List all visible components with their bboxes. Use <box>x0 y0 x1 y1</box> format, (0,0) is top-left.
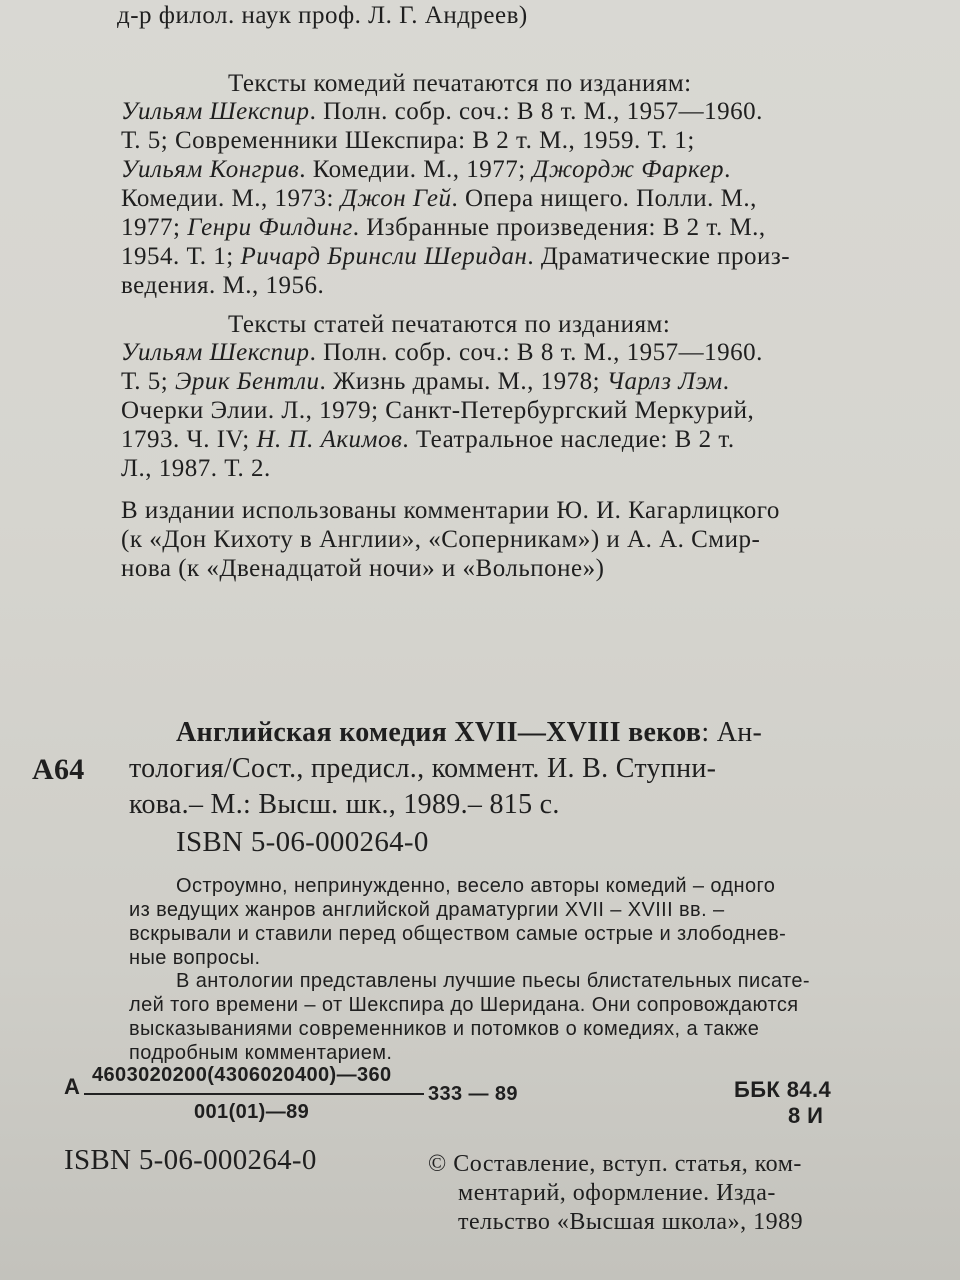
catalog-title-line <box>176 717 762 749</box>
articles-line <box>121 455 271 483</box>
annotation-line: высказываниями современников и потомков о комедиях, а также <box>129 1018 760 1040</box>
annotation-line: В антологии представлены лучшие пьесы блистательных писате- <box>176 970 810 992</box>
annotation-line: Остроумно, непринужденно, весело авторы комедий – одного <box>176 875 776 897</box>
author-name: Чарлз Лэм <box>606 368 723 395</box>
author-name: Джон Гей <box>340 185 452 212</box>
comedies-line <box>121 127 695 155</box>
citation-text: ведения. М., 1956. <box>121 272 325 299</box>
commentary-note-line: нова (к «Двенадцатой ночи» и «Вольпоне») <box>121 555 605 582</box>
comedies-line <box>121 156 731 184</box>
order-number: 333 — 89 <box>428 1083 518 1105</box>
author-name: Н. П. Акимов <box>256 426 403 453</box>
comedies-line <box>121 98 763 126</box>
comedies-line <box>121 214 766 242</box>
copyright-line: тельство «Высшая школа», 1989 <box>458 1209 804 1235</box>
comedies-line <box>121 272 324 300</box>
citation-text: Комедии. М., 1973: <box>121 185 341 212</box>
footer-isbn: ISBN 5-06-000264-0 <box>64 1144 317 1176</box>
citation-text: . Полн. собр. соч.: В 8 т. М., 1957—1960. <box>309 339 763 366</box>
comedies-sources-heading: Тексты комедий печатаются по изданиям: <box>228 70 692 97</box>
catalog-title-rest: : Ан- <box>701 717 763 748</box>
annotation-line: из ведущих жанров английской драматургии XVII – XVIII вв. – <box>129 899 725 921</box>
classification-denominator: 001(01)—89 <box>194 1101 310 1123</box>
copyright-line: © Составление, вступ. статья, ком- <box>428 1151 802 1177</box>
author-name: Уильям Конгрив <box>121 156 300 183</box>
copyright-line: ментарий, оформление. Изда- <box>458 1180 776 1206</box>
author-name: Джордж Фаркер <box>532 156 725 183</box>
bbk-code-secondary: 8 И <box>788 1103 824 1128</box>
citation-text: 1977; <box>121 214 188 241</box>
catalog-isbn: ISBN 5-06-000264-0 <box>176 826 429 858</box>
comedies-line <box>121 185 757 213</box>
citation-text: Т. 5; <box>121 368 175 395</box>
articles-line <box>121 368 729 396</box>
commentary-note-line: В издании использованы комментарии Ю. И. Кагарлицкого <box>121 497 780 524</box>
articles-line <box>121 426 735 454</box>
annotation-line: лей того времени – от Шекспира до Шеридана. Они сопровождаются <box>129 994 799 1016</box>
annotation-line: ные вопросы. <box>129 947 261 969</box>
comedies-line <box>121 243 790 271</box>
catalog-line-3: кова.– М.: Высш. шк., 1989.– 815 с. <box>129 789 560 820</box>
classification-numerator: 4603020200(4306020400)—360 <box>92 1064 392 1086</box>
author-name: Эрик Бентли <box>174 368 320 395</box>
citation-text: Очерки Элии. Л., 1979; Санкт-Петербургский Меркурий, <box>121 397 755 424</box>
catalog-line-2: тология/Сост., предисл., коммент. И. В. Ступни- <box>129 753 717 784</box>
citation-text: . <box>724 156 731 183</box>
bbk-code: ББК 84.4 <box>734 1077 832 1102</box>
annotation-line: подробным комментарием. <box>129 1042 393 1064</box>
fraction-bar <box>84 1093 424 1095</box>
articles-line <box>121 397 754 425</box>
citation-text: . Жизнь драмы. М., 1978; <box>319 368 607 395</box>
citation-text: . Избранные произведения: В 2 т. М., <box>352 214 766 241</box>
citation-text: 1954. Т. 1; <box>121 243 241 270</box>
catalog-index: А64 <box>32 753 85 786</box>
author-name: Уильям Шекспир <box>121 98 310 125</box>
articles-sources-heading: Тексты статей печатаются по изданиям: <box>228 311 671 338</box>
catalog-title: Английская комедия XVII—XVIII веков <box>176 717 702 748</box>
commentary-note-line: (к «Дон Кихоту в Англии», «Соперникам») и А. А. Смир- <box>121 526 761 553</box>
classification-letter: А <box>64 1074 81 1099</box>
articles-line <box>121 339 763 367</box>
citation-text: . <box>722 368 730 395</box>
citation-text: Л., 1987. Т. 2. <box>121 455 271 482</box>
citation-text: . Опера нищего. Полли. М., <box>451 185 757 212</box>
citation-text: . Драматические произ- <box>527 243 791 270</box>
citation-text: . Полн. собр. соч.: В 8 т. М., 1957—1960. <box>309 98 763 125</box>
author-name: Уильям Шекспир <box>121 339 310 366</box>
top-credit-line: д-р филол. наук проф. Л. Г. Андреев) <box>117 2 528 29</box>
citation-text: . Комедии. М., 1977; <box>299 156 533 183</box>
author-name: Генри Филдинг <box>187 214 353 241</box>
annotation-line: вскрывали и ставили перед обществом самые острые и злободнев- <box>129 923 787 945</box>
author-name: Ричард Бринсли Шеридан <box>240 243 528 270</box>
citation-text: 1793. Ч. IV; <box>121 426 257 453</box>
citation-text: Т. 5; Современники Шекспира: В 2 т. М., 1959. Т. 1; <box>121 127 695 154</box>
citation-text: . Театральное наследие: В 2 т. <box>402 426 735 453</box>
